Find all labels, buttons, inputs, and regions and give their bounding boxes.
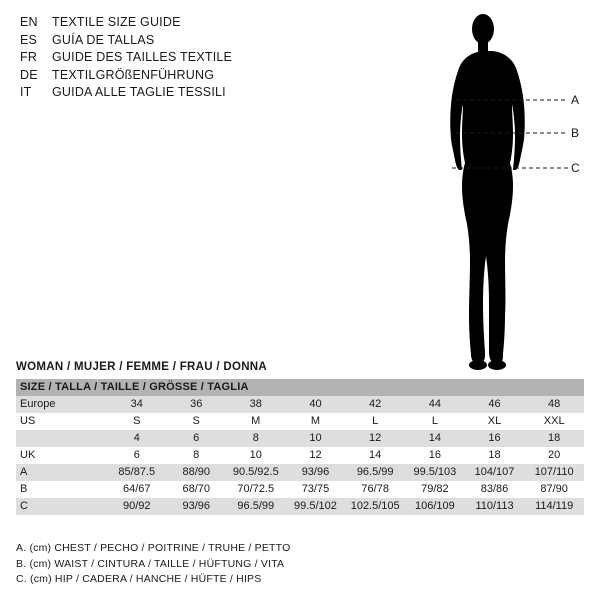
language-text: GUIDE DES TAILLES TEXTILE <box>52 50 233 64</box>
cell: 90.5/92.5 <box>226 464 286 481</box>
cell: 18 <box>465 447 525 464</box>
measurement-legend <box>16 541 290 588</box>
cell: 73/75 <box>286 481 346 498</box>
table-row <box>16 498 584 515</box>
cell: 90/92 <box>107 498 167 515</box>
marker-label-a: A <box>571 93 580 107</box>
legend-line-a: A. (cm) CHEST / PECHO / POITRINE / TRUHE / PETTO <box>16 542 291 554</box>
female-silhouette-figure <box>390 8 590 378</box>
language-code: ES <box>20 32 38 47</box>
cell: 16 <box>405 447 465 464</box>
language-row-en <box>20 14 320 32</box>
cell: 14 <box>405 430 465 447</box>
cell: 110/113 <box>465 498 525 515</box>
table-row <box>16 481 584 498</box>
cell: 6 <box>107 447 167 464</box>
cell: 8 <box>167 447 226 464</box>
cell: 40 <box>286 396 346 413</box>
cell: 20 <box>524 447 584 464</box>
marker-label-b: B <box>571 126 580 140</box>
language-row-es <box>20 32 320 50</box>
cell: 79/82 <box>405 481 465 498</box>
table-header-label: SIZE / TALLA / TAILLE / GRÖSSE / TAGLIA <box>16 379 584 396</box>
cell: 44 <box>405 396 465 413</box>
language-code: IT <box>20 85 32 99</box>
cell: 6 <box>167 430 226 447</box>
cell: 8 <box>226 430 286 447</box>
language-list <box>20 14 320 102</box>
cell: M <box>286 413 346 430</box>
size-table-container <box>16 379 584 515</box>
cell: 106/109 <box>405 498 465 515</box>
cell: 83/86 <box>465 481 525 498</box>
cell: 93/96 <box>286 464 346 481</box>
cell: 36 <box>167 396 226 413</box>
cell: 12 <box>345 430 405 447</box>
row-label: B <box>16 481 107 498</box>
silhouette-shape <box>450 14 525 370</box>
language-row-it <box>20 84 320 102</box>
cell: 104/107 <box>465 464 525 481</box>
table-row <box>16 447 584 464</box>
cell: 76/78 <box>345 481 405 498</box>
cell: 96.5/99 <box>226 498 286 515</box>
cell: 99.5/103 <box>405 464 465 481</box>
cell: 99.5/102 <box>286 498 346 515</box>
cell: 70/72.5 <box>226 481 286 498</box>
marker-label-c: C <box>571 161 580 175</box>
language-code: DE <box>20 67 38 82</box>
cell: M <box>226 413 286 430</box>
table-row <box>16 464 584 481</box>
row-label: A <box>16 464 107 481</box>
row-label: US <box>16 413 107 430</box>
cell: 93/96 <box>167 498 226 515</box>
cell: 46 <box>465 396 525 413</box>
cell: 12 <box>286 447 346 464</box>
table-row <box>16 413 584 430</box>
language-code: FR <box>20 50 38 64</box>
cell: XXL <box>524 413 584 430</box>
language-text: GUÍA DE TALLAS <box>52 32 155 47</box>
legend-line-c: C. (cm) HIP / CADERA / HANCHE / HÜFTE / HIPS <box>16 573 262 585</box>
cell: 107/110 <box>524 464 584 481</box>
cell: 88/90 <box>167 464 226 481</box>
table-row <box>16 430 584 447</box>
cell: 68/70 <box>167 481 226 498</box>
row-label: C <box>16 498 107 515</box>
cell: 42 <box>345 396 405 413</box>
row-label: Europe <box>16 396 107 413</box>
row-label: UK <box>16 447 107 464</box>
cell: 85/87.5 <box>107 464 167 481</box>
cell: 10 <box>226 447 286 464</box>
cell: XL <box>465 413 525 430</box>
section-title: WOMAN / MUJER / FEMME / FRAU / DONNA <box>16 361 268 373</box>
language-row-fr <box>20 49 320 67</box>
cell: S <box>107 413 167 430</box>
row-label <box>16 430 107 447</box>
cell: 10 <box>286 430 346 447</box>
cell: 34 <box>107 396 167 413</box>
cell: S <box>167 413 226 430</box>
cell: 16 <box>465 430 525 447</box>
cell: L <box>345 413 405 430</box>
cell: L <box>405 413 465 430</box>
cell: 4 <box>107 430 167 447</box>
language-text: TEXTILGRÖßENFÜHRUNG <box>52 67 215 82</box>
cell: 96.5/99 <box>345 464 405 481</box>
cell: 102.5/105 <box>345 498 405 515</box>
table-header-row <box>16 379 584 396</box>
cell: 48 <box>524 396 584 413</box>
language-text: TEXTILE SIZE GUIDE <box>52 15 181 29</box>
cell: 14 <box>345 447 405 464</box>
table-row <box>16 396 584 413</box>
cell: 87/90 <box>524 481 584 498</box>
cell: 114/119 <box>524 498 584 515</box>
legend-line-b: B. (cm) WAIST / CINTURA / TAILLE / HÜFTUNG / VITA <box>16 557 285 570</box>
language-code: EN <box>20 15 38 29</box>
language-text: GUIDA ALLE TAGLIE TESSILI <box>52 85 226 99</box>
cell: 18 <box>524 430 584 447</box>
cell: 64/67 <box>107 481 167 498</box>
language-row-de <box>20 67 320 85</box>
cell: 38 <box>226 396 286 413</box>
size-table <box>16 379 584 515</box>
